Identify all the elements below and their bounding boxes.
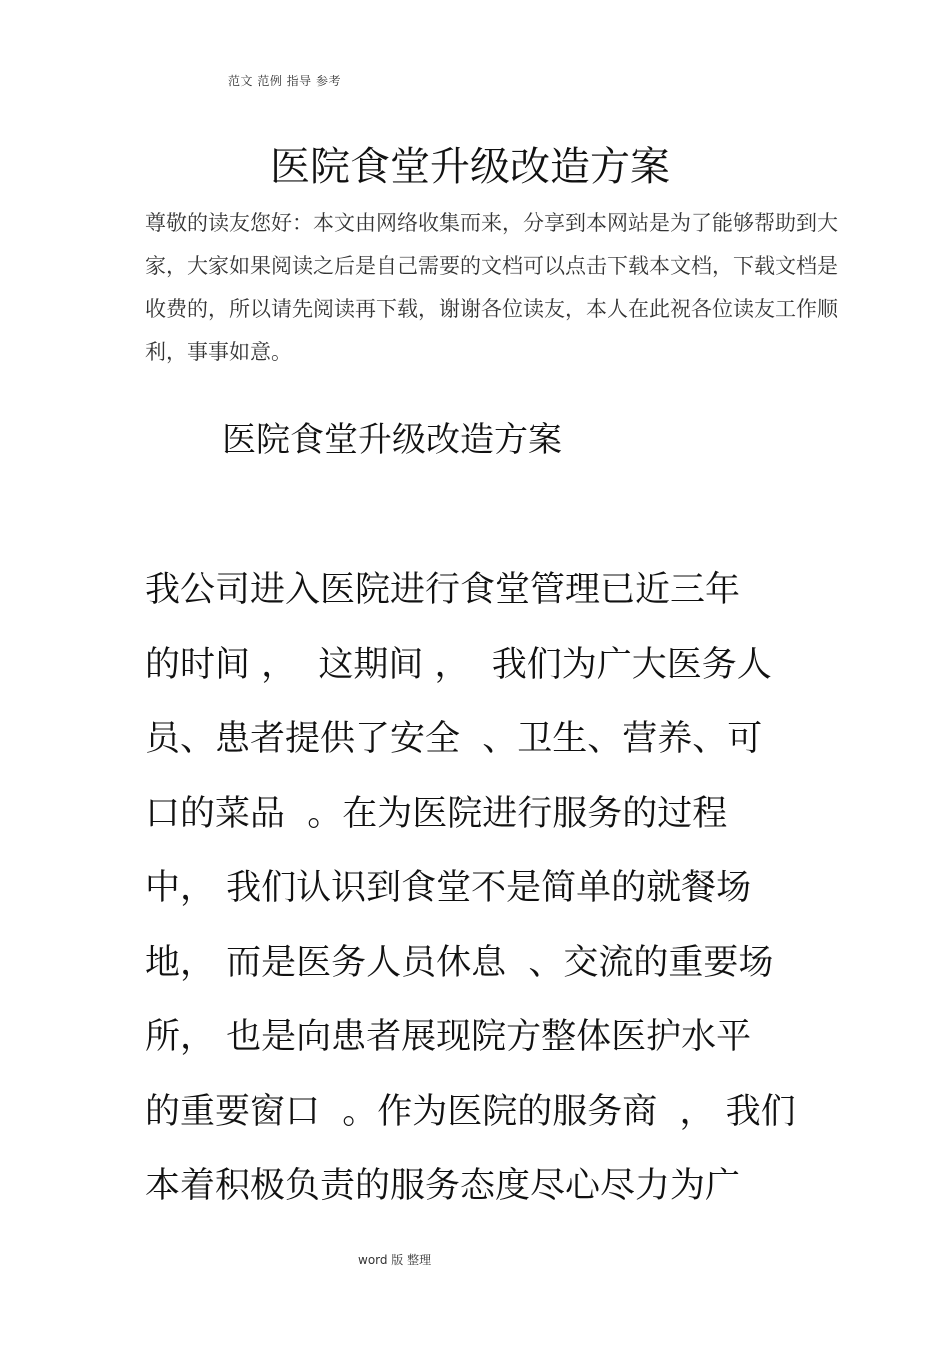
notice-line: 收费的，所以请先阅读再下载，谢谢各位读友，本人在此祝各位读友工作顺 xyxy=(145,297,838,321)
body-line: 所， 也是向患者展现院方整体医护水平 xyxy=(145,1017,752,1057)
document-subtitle: 医院食堂升级改造方案 xyxy=(222,420,562,460)
body-line: 员、患者提供了安全 、卫生、营养、可 xyxy=(145,719,763,759)
notice-line: 利，事事如意。 xyxy=(145,340,292,364)
page-header: 范文 范例 指导 参考 xyxy=(228,74,341,88)
body-paragraph xyxy=(145,553,845,1224)
body-line: 口的菜品 。在为医院进行服务的过程 xyxy=(145,793,728,834)
body-line: 的时间 ， 这期间 ， 我们为广大医务人 xyxy=(145,644,772,685)
body-line: 地， 而是医务人员休息 、交流的重要场 xyxy=(145,942,774,983)
notice-line: 家，大家如果阅读之后是自己需要的文档可以点击下载本文档，下载文档是 xyxy=(145,254,838,278)
document-title: 医院食堂升级改造方案 xyxy=(270,144,670,190)
body-line: 的重要窗口 。作为医院的服务商 ， 我们 xyxy=(145,1091,796,1132)
notice-line: 尊敬的读友您好：本文由网络收集而来，分享到本网站是为了能够帮助到大 xyxy=(145,211,838,235)
download-notice xyxy=(145,202,838,374)
body-line: 我公司进入医院进行食堂管理已近三年 xyxy=(145,570,741,610)
body-line: 本着积极负责的服务态度尽心尽力为广 xyxy=(145,1166,741,1206)
page-footer: word 版 整理 xyxy=(358,1253,432,1267)
body-line: 中， 我们认识到食堂不是简单的就餐场 xyxy=(145,868,752,908)
